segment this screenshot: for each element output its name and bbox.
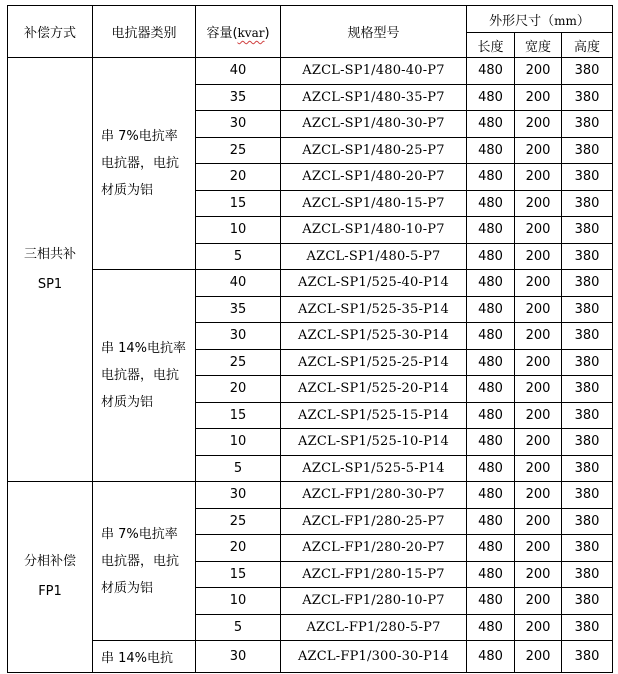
width-cell: 200: [515, 402, 562, 429]
width-cell: 200: [515, 137, 562, 164]
length-cell: 480: [467, 217, 515, 244]
capacity-cell: 20: [196, 535, 281, 562]
length-cell: 480: [467, 429, 515, 456]
reactor-type-cell: 串 7%电抗率电抗器，电抗材质为铝: [93, 482, 196, 641]
height-cell: 380: [562, 508, 613, 535]
model-cell: AZCL-SP1/480-25-P7: [281, 137, 467, 164]
header-reactor-type: 电抗器类别: [93, 6, 196, 58]
header-dimensions-prefix: 外形尺寸（: [489, 13, 555, 29]
length-cell: 480: [467, 58, 515, 85]
reactor-type-cell: 串 7%电抗率电抗器，电抗材质为铝: [93, 58, 196, 270]
width-cell: 200: [515, 376, 562, 403]
spec-table: [7, 5, 613, 673]
capacity-cell: 25: [196, 137, 281, 164]
length-cell: 480: [467, 164, 515, 191]
width-cell: 200: [515, 455, 562, 482]
height-cell: 380: [562, 402, 613, 429]
header-width: 宽度: [515, 33, 562, 58]
capacity-cell: 20: [196, 376, 281, 403]
reactor-type-cell: 串 14%电抗率电抗器，电抗材质为铝: [93, 270, 196, 482]
capacity-cell: 30: [196, 482, 281, 509]
length-cell: 480: [467, 111, 515, 138]
compensation-method-name: 三相共补: [23, 246, 76, 262]
length-cell: 480: [467, 296, 515, 323]
model-cell: AZCL-FP1/280-20-P7: [281, 535, 467, 562]
capacity-cell: 5: [196, 614, 281, 641]
capacity-cell: 10: [196, 588, 281, 615]
model-cell: AZCL-SP1/525-40-P14: [281, 270, 467, 297]
width-cell: 200: [515, 217, 562, 244]
model-cell: AZCL-SP1/480-30-P7: [281, 111, 467, 138]
length-cell: 480: [467, 561, 515, 588]
length-cell: 480: [467, 243, 515, 270]
capacity-cell: 40: [196, 270, 281, 297]
height-cell: 380: [562, 641, 613, 673]
length-cell: 480: [467, 641, 515, 673]
table-row: [8, 270, 613, 297]
length-cell: 480: [467, 508, 515, 535]
capacity-cell: 30: [196, 323, 281, 350]
header-dimensions: [467, 6, 613, 33]
capacity-cell: 30: [196, 641, 281, 673]
capacity-cell: 35: [196, 296, 281, 323]
height-cell: 380: [562, 111, 613, 138]
width-cell: 200: [515, 58, 562, 85]
header-height: 高度: [562, 33, 613, 58]
width-cell: 200: [515, 561, 562, 588]
capacity-cell: 15: [196, 190, 281, 217]
compensation-method-name: 分相补偿: [23, 554, 76, 569]
header-dimensions-unit: mm: [554, 13, 577, 28]
length-cell: 480: [467, 190, 515, 217]
capacity-cell: 5: [196, 243, 281, 270]
width-cell: 200: [515, 641, 562, 673]
capacity-cell: 40: [196, 58, 281, 85]
width-cell: 200: [515, 614, 562, 641]
model-cell: AZCL-FP1/280-25-P7: [281, 508, 467, 535]
model-cell: AZCL-SP1/525-10-P14: [281, 429, 467, 456]
model-cell: AZCL-SP1/480-5-P7: [281, 243, 467, 270]
length-cell: 480: [467, 84, 515, 111]
height-cell: 380: [562, 376, 613, 403]
capacity-cell: 10: [196, 429, 281, 456]
capacity-cell: 10: [196, 217, 281, 244]
model-cell: AZCL-SP1/525-15-P14: [281, 402, 467, 429]
model-cell: AZCL-FP1/300-30-P14: [281, 641, 467, 673]
width-cell: 200: [515, 84, 562, 111]
header-method: 补偿方式: [8, 6, 93, 58]
compensation-method-cell: [8, 482, 93, 673]
model-cell: AZCL-FP1/280-5-P7: [281, 614, 467, 641]
height-cell: 380: [562, 296, 613, 323]
capacity-cell: 15: [196, 402, 281, 429]
height-cell: 380: [562, 429, 613, 456]
model-cell: AZCL-SP1/480-40-P7: [281, 58, 467, 85]
height-cell: 380: [562, 137, 613, 164]
length-cell: 480: [467, 323, 515, 350]
length-cell: 480: [467, 137, 515, 164]
width-cell: 200: [515, 535, 562, 562]
table-row: [8, 58, 613, 85]
length-cell: 480: [467, 535, 515, 562]
length-cell: 480: [467, 455, 515, 482]
width-cell: 200: [515, 588, 562, 615]
model-cell: AZCL-SP1/525-35-P14: [281, 296, 467, 323]
height-cell: 380: [562, 270, 613, 297]
header-row: [8, 6, 613, 33]
height-cell: 380: [562, 614, 613, 641]
height-cell: 380: [562, 349, 613, 376]
height-cell: 380: [562, 243, 613, 270]
length-cell: 480: [467, 588, 515, 615]
length-cell: 480: [467, 614, 515, 641]
table-row: [8, 641, 613, 673]
length-cell: 480: [467, 482, 515, 509]
header-capacity-suffix: ): [264, 26, 270, 41]
height-cell: 380: [562, 164, 613, 191]
width-cell: 200: [515, 508, 562, 535]
compensation-method-code: SP1: [37, 276, 63, 292]
model-cell: AZCL-FP1/280-30-P7: [281, 482, 467, 509]
width-cell: 200: [515, 190, 562, 217]
length-cell: 480: [467, 270, 515, 297]
model-cell: AZCL-SP1/525-30-P14: [281, 323, 467, 350]
header-model: 规格型号: [281, 6, 467, 58]
width-cell: 200: [515, 296, 562, 323]
header-dimensions-suffix: ）: [576, 13, 590, 29]
model-cell: AZCL-SP1/525-25-P14: [281, 349, 467, 376]
width-cell: 200: [515, 429, 562, 456]
width-cell: 200: [515, 111, 562, 138]
model-cell: AZCL-SP1/525-20-P14: [281, 376, 467, 403]
compensation-method-cell: [8, 58, 93, 482]
width-cell: 200: [515, 270, 562, 297]
capacity-cell: 25: [196, 508, 281, 535]
model-cell: AZCL-SP1/480-35-P7: [281, 84, 467, 111]
length-cell: 480: [467, 402, 515, 429]
width-cell: 200: [515, 164, 562, 191]
header-length: 长度: [467, 33, 515, 58]
length-cell: 480: [467, 349, 515, 376]
model-cell: AZCL-SP1/525-5-P14: [281, 455, 467, 482]
header-capacity-unit: kvar: [237, 26, 265, 40]
model-cell: AZCL-SP1/480-15-P7: [281, 190, 467, 217]
width-cell: 200: [515, 349, 562, 376]
model-cell: AZCL-SP1/480-20-P7: [281, 164, 467, 191]
height-cell: 380: [562, 455, 613, 482]
capacity-cell: 35: [196, 84, 281, 111]
height-cell: 380: [562, 535, 613, 562]
height-cell: 380: [562, 217, 613, 244]
compensation-method-code: FP1: [38, 584, 62, 599]
model-cell: AZCL-FP1/280-15-P7: [281, 561, 467, 588]
height-cell: 380: [562, 190, 613, 217]
model-cell: AZCL-FP1/280-10-P7: [281, 588, 467, 615]
width-cell: 200: [515, 482, 562, 509]
capacity-cell: 20: [196, 164, 281, 191]
height-cell: 380: [562, 482, 613, 509]
table-row: [8, 482, 613, 509]
header-capacity-prefix: 容量(: [206, 26, 238, 41]
reactor-type-cell: 串 14%电抗: [93, 641, 196, 673]
height-cell: 380: [562, 561, 613, 588]
height-cell: 380: [562, 58, 613, 85]
width-cell: 200: [515, 243, 562, 270]
capacity-cell: 30: [196, 111, 281, 138]
capacity-cell: 5: [196, 455, 281, 482]
height-cell: 380: [562, 588, 613, 615]
model-cell: AZCL-SP1/480-10-P7: [281, 217, 467, 244]
header-capacity: [196, 6, 281, 58]
width-cell: 200: [515, 323, 562, 350]
length-cell: 480: [467, 376, 515, 403]
capacity-cell: 15: [196, 561, 281, 588]
height-cell: 380: [562, 323, 613, 350]
capacity-cell: 25: [196, 349, 281, 376]
height-cell: 380: [562, 84, 613, 111]
